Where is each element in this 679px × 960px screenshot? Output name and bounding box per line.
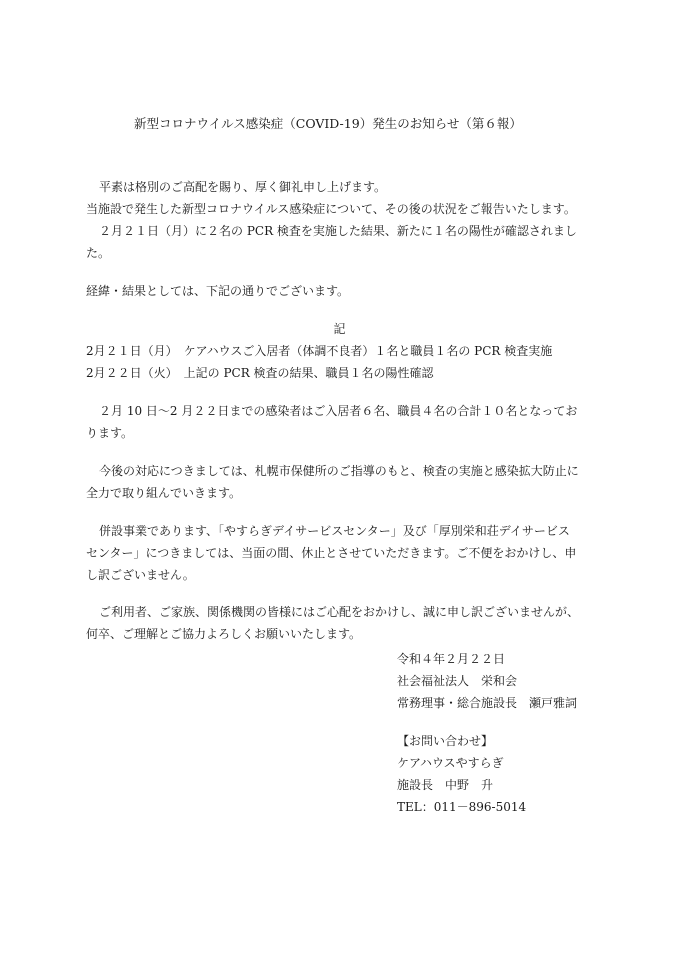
- text-line: 平素は格別のご高配を賜り、厚く御礼申し上げます。: [99, 180, 387, 194]
- text-line: 当施設で発生した新型コロナウイルス感染症について、その後の状況をご報告いたします。: [86, 202, 576, 216]
- lead-paragraph: [86, 280, 601, 302]
- contact-phone: TEL：011－896-5014: [397, 800, 527, 814]
- text-line: 今後の対応につきましては、札幌市保健所のご指導のもと、検査の実施と感染拡大防止に: [99, 464, 579, 478]
- services-paragraph: [86, 520, 601, 586]
- contact-facility: ケアハウスやすらぎ: [397, 756, 504, 770]
- signatory-line: 常務理事・総合施設長 瀬戸雅詞: [397, 696, 578, 710]
- sender-block: [397, 648, 577, 714]
- text-line: センター」につきましては、当面の間、休止とさせていただきます。ご不便をおかけし、申: [86, 546, 577, 560]
- contact-block: [397, 730, 526, 818]
- intro-paragraph: [86, 176, 601, 264]
- text-line: ２月２１日（月）に２名の PCR 検査を実施した結果、新たに１名の陽性が確認されまし: [99, 224, 577, 238]
- contact-heading: 【お問い合わせ】: [397, 734, 494, 748]
- text-line: た。: [86, 246, 111, 260]
- date-line: 令和４年２月２２日: [397, 652, 506, 666]
- text-line: ２月 10 日〜2 月２２日までの感染者はご入居者６名、職員４名の合計１０名となってお: [99, 404, 578, 418]
- organization-line: 社会福祉法人 栄和会: [397, 674, 518, 688]
- text-line: 何卒、ご理解とご協力よろしくお願いいたします。: [86, 627, 362, 641]
- text-line: ご利用者、ご家族、関係機関の皆様にはご心配をおかけし、誠に申し訳ございませんが、: [99, 605, 580, 619]
- text-line: 全力で取り組んでいきます。: [86, 486, 242, 500]
- text-line: 経緯・結果としては、下記の通りでございます。: [86, 284, 350, 298]
- summary-paragraph: [86, 400, 601, 444]
- ki-heading: 記: [333, 322, 346, 336]
- record-line: 2月２１日（月） ケアハウスご入居者（体調不良者）１名と職員１名の PCR 検査実施: [86, 344, 553, 358]
- apology-paragraph: [86, 601, 601, 645]
- document-title: 新型コロナウイルス感染症（COVID-19）発生のお知らせ（第６報）: [134, 116, 522, 131]
- text-line: し訳ございません。: [86, 568, 195, 582]
- records-list: [86, 340, 601, 384]
- text-line: ります。: [86, 426, 134, 440]
- record-line: 2月２２日（火） 上記の PCR 検査の結果、職員１名の陽性確認: [86, 366, 434, 380]
- contact-person: 施設長 中野 升: [397, 778, 494, 792]
- text-line: 併設事業であります、「やすらぎデイサービスセンター」及び「厚別栄和荘デイサービス: [99, 524, 570, 538]
- policy-paragraph: [86, 460, 601, 504]
